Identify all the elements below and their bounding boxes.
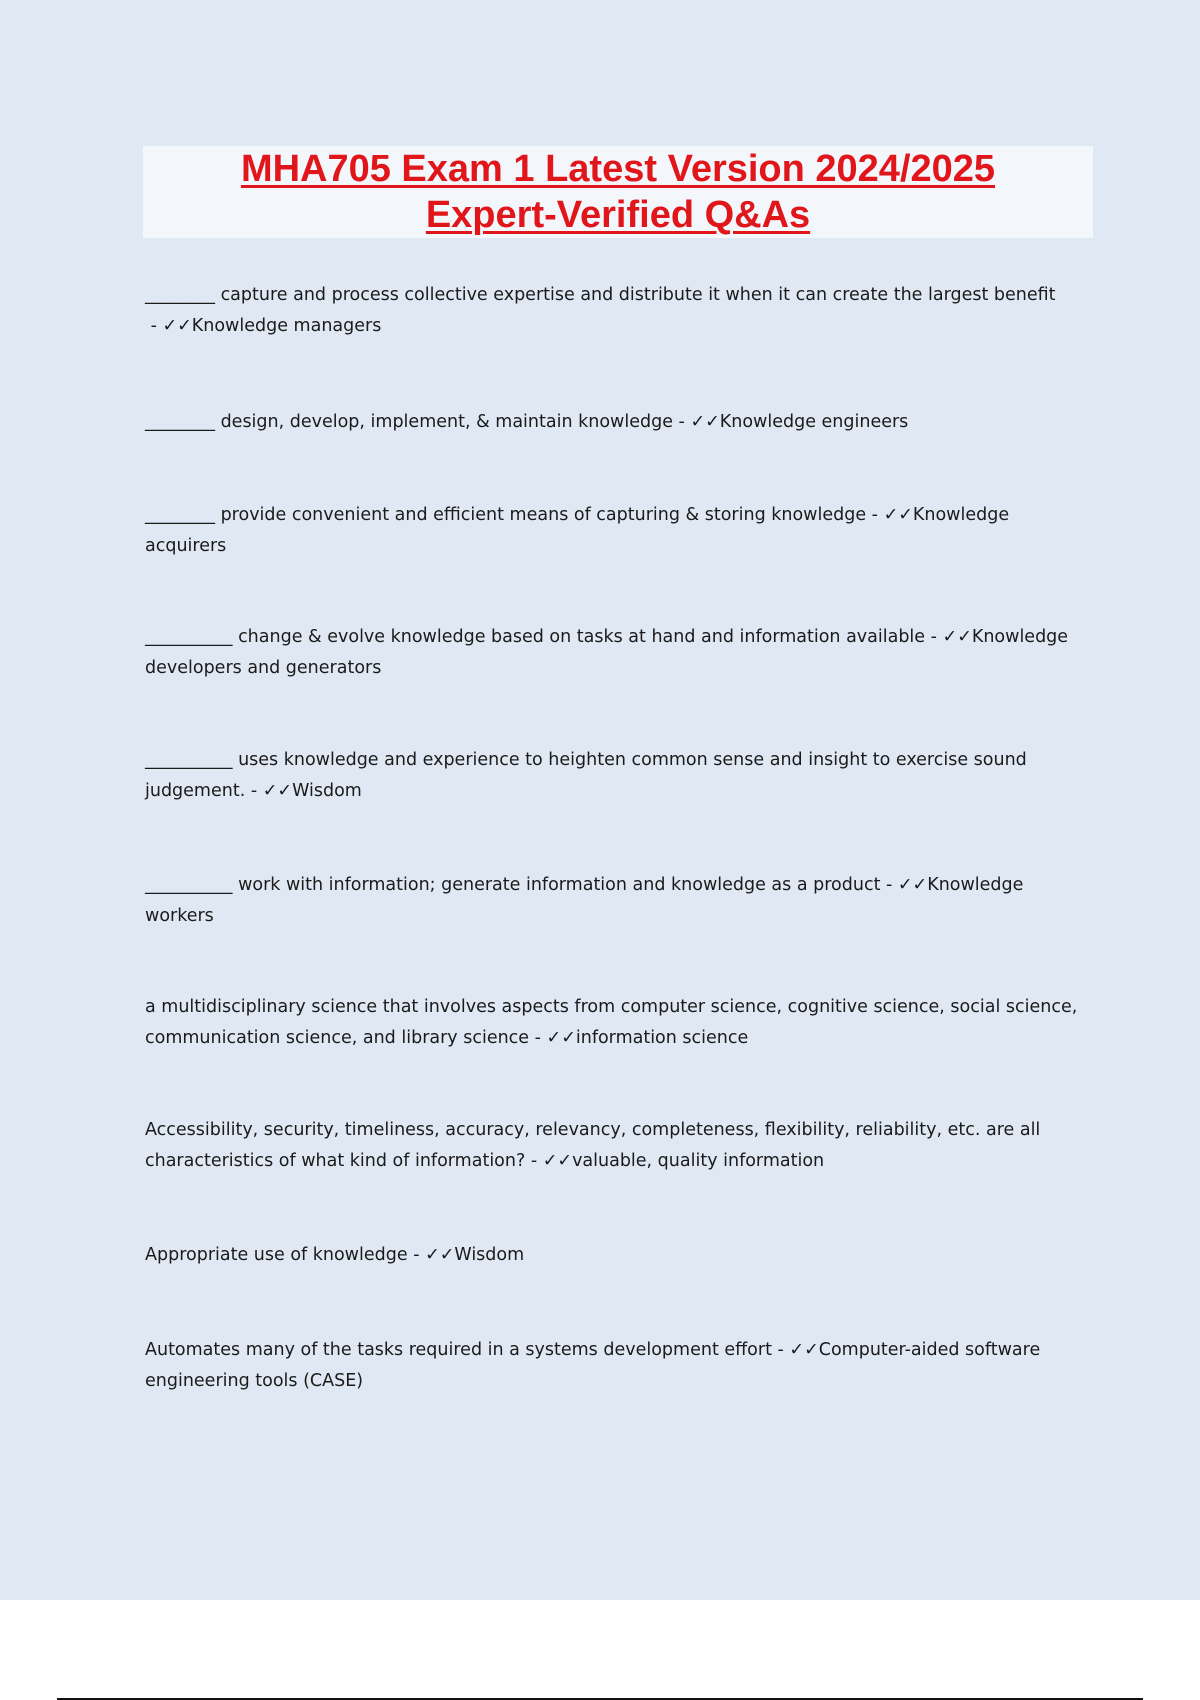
separator: - <box>407 1245 426 1265</box>
answer-text: Knowledge developers and generators <box>145 627 1069 678</box>
qa-item <box>145 500 1095 562</box>
answer-text: Knowledge engineers <box>719 412 909 432</box>
question-text: __________ work with information; generate information and knowledge as a product <box>145 875 881 895</box>
separator: - <box>771 1340 790 1360</box>
separator: - <box>245 781 263 801</box>
check-mark-icon: ✓✓ <box>425 1245 455 1265</box>
check-mark-icon: ✓✓ <box>690 412 720 432</box>
qa-item <box>145 745 1095 807</box>
qa-item <box>145 1240 1095 1271</box>
separator: - <box>866 505 884 525</box>
title-banner <box>143 146 1093 238</box>
qa-item <box>145 280 1095 342</box>
question-text: ________ capture and process collective expertise and distribute it when it can create the largest benefit <box>145 285 1056 305</box>
answer-text: Wisdom <box>454 1245 525 1265</box>
separator: - <box>880 875 898 895</box>
question-text: a multidisciplinary science that involves aspects from computer science, cognitive science, social science, communication science, and library science <box>145 997 1078 1048</box>
check-mark-icon: ✓✓ <box>162 316 192 336</box>
qa-item <box>145 870 1095 932</box>
check-mark-icon: ✓✓ <box>942 627 972 647</box>
page-title-line-1: MHA705 Exam 1 Latest Version 2024/2025 <box>240 148 996 190</box>
answer-text: Knowledge managers <box>191 316 382 336</box>
check-mark-icon: ✓✓ <box>883 505 913 525</box>
answer-text: information science <box>575 1028 749 1048</box>
check-mark-icon: ✓✓ <box>262 781 293 801</box>
separator: - <box>529 1028 547 1048</box>
separator: - <box>672 412 691 432</box>
question-text: Accessibility, security, timeliness, accuracy, relevancy, completeness, flexibility, reliability, etc. are all characteristics of what kind of information? <box>145 1120 1041 1171</box>
separator: - <box>925 627 943 647</box>
answer-text: Computer-aided software engineering tools (CASE) <box>145 1340 1041 1391</box>
separator: - <box>525 1151 543 1171</box>
separator: - <box>145 316 163 336</box>
answer-text: Knowledge workers <box>145 875 1024 926</box>
question-text: __________ uses knowledge and experience to heighten common sense and insight to exercise sound judgement. <box>145 750 1027 801</box>
page-title-line-2: Expert-Verified Q&As <box>425 194 811 236</box>
qa-item <box>145 992 1095 1054</box>
check-mark-icon: ✓✓ <box>546 1028 576 1048</box>
answer-text: valuable, quality information <box>572 1151 825 1171</box>
qa-item <box>145 1115 1095 1177</box>
check-mark-icon: ✓✓ <box>542 1151 573 1171</box>
qa-item <box>145 622 1095 684</box>
question-text: ________ design, develop, implement, & maintain knowledge <box>145 412 673 432</box>
question-text: Appropriate use of knowledge <box>145 1245 408 1265</box>
check-mark-icon: ✓✓ <box>789 1340 819 1360</box>
question-text: Automates many of the tasks required in a systems development effort <box>145 1340 772 1360</box>
answer-text: Knowledge acquirers <box>145 505 1010 556</box>
question-text: __________ change & evolve knowledge based on tasks at hand and information available <box>145 627 926 647</box>
qa-item <box>145 1335 1095 1397</box>
check-mark-icon: ✓✓ <box>897 875 928 895</box>
qa-item <box>145 407 1095 438</box>
question-text: ________ provide convenient and efficient means of capturing & storing knowledge <box>145 505 867 525</box>
answer-text: Wisdom <box>292 781 362 801</box>
